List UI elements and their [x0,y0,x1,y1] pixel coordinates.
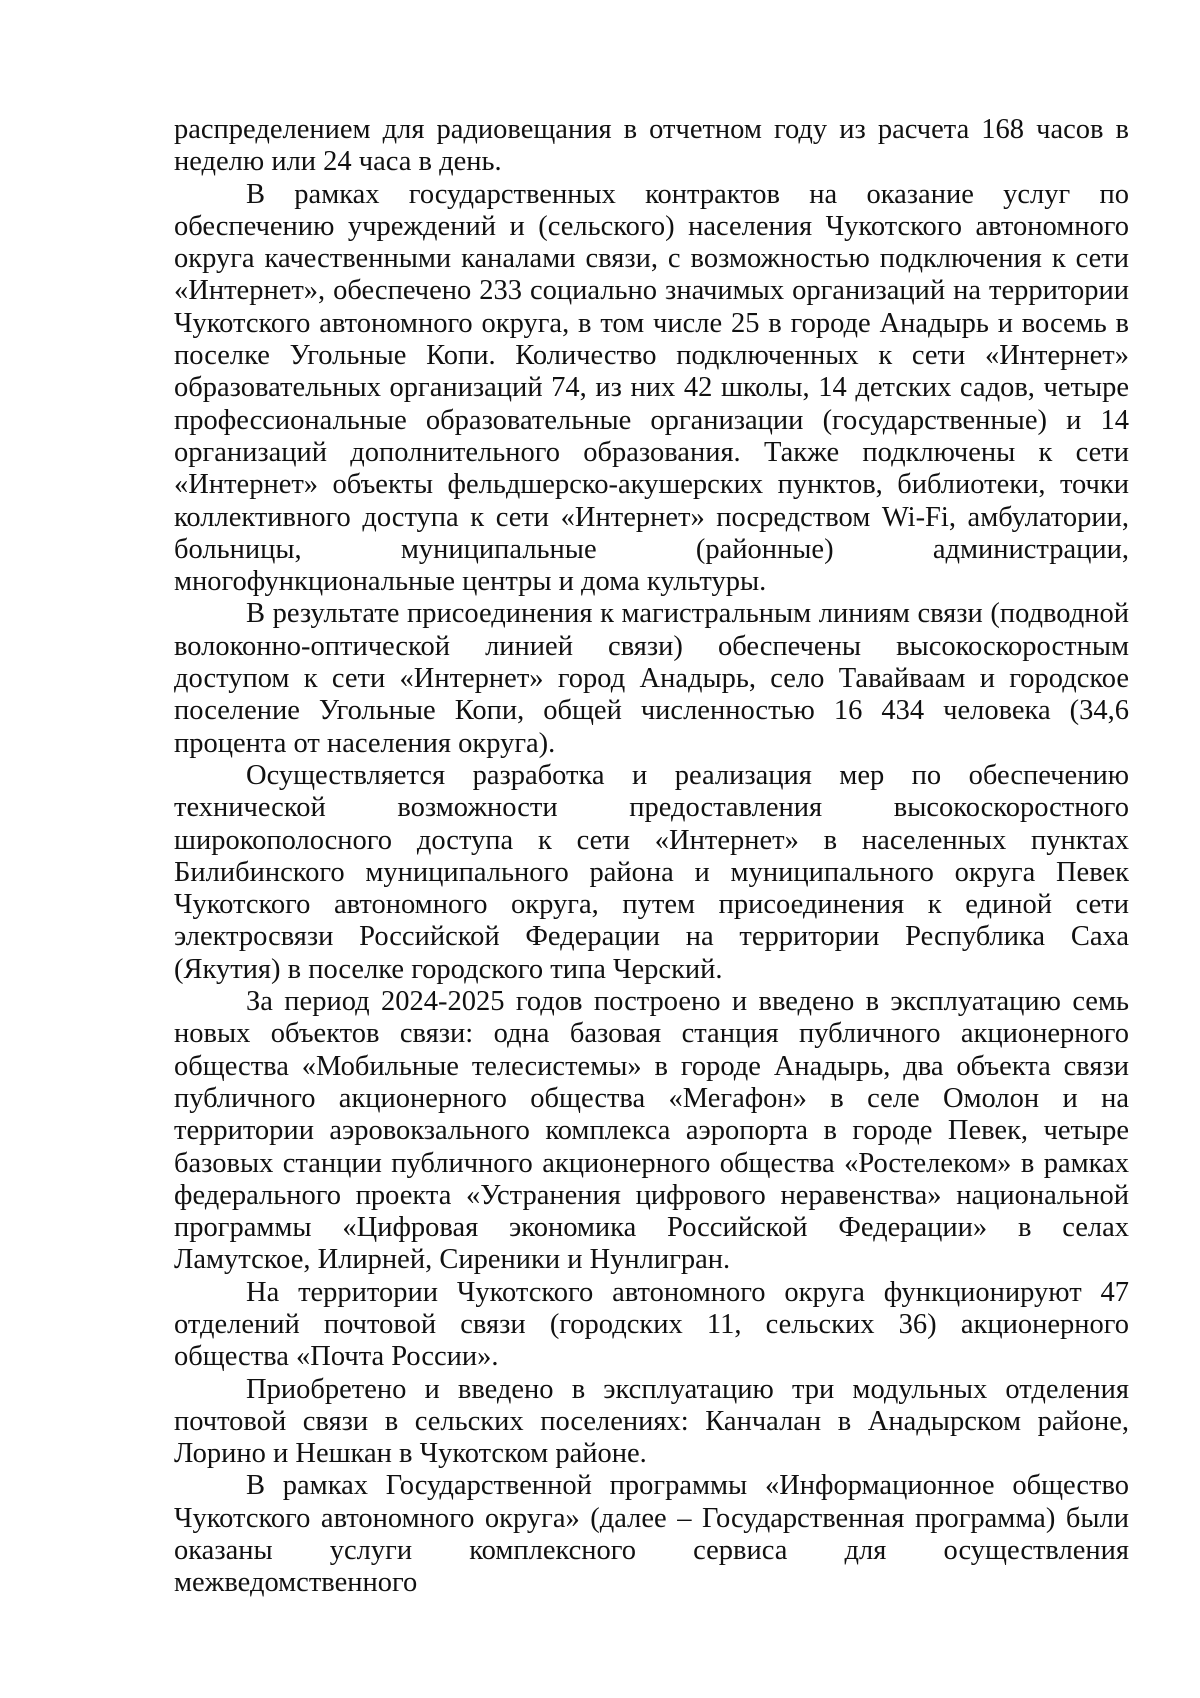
paragraph-modular-offices: Приобретено и введено в эксплуатацию три модульных отделения почтовой связи в сельских поселениях: Канчалан в Анадырском районе, Лорино и Нешкан в Чукотском районе. [174,1373,1129,1470]
paragraph-state-program: В рамках Государственной программы «Информационное общество Чукотского автономного округа» (далее – Государственная программа) были оказаны услуги комплексного сервиса для осуществления межведомственного [174,1470,1129,1599]
paragraph-trunk-lines: В результате присоединения к магистральным линиям связи (подводной волоконно-оптической линией связи) обеспечены высокоскоростным доступом к сети «Интернет» город Анадырь, село Тавайваам и городское поселение Угольные Копи, общей численностью 16 434 человека (34,6 процента от населения округа). [174,598,1129,759]
paragraph-post-offices: На территории Чукотского автономного округа функционируют 47 отделений почтовой связи (городских 11, сельских 36) акционерного общества «Почта России». [174,1276,1129,1373]
document-page [174,114,1129,1600]
paragraph-radio-broadcast: распределением для радиовещания в отчетном году из расчета 168 часов в неделю или 24 часа в день. [174,114,1129,178]
paragraph-new-facilities: За период 2024-2025 годов построено и введено в эксплуатацию семь новых объектов связи: одна базовая станция публичного акционерного общества «Мобильные телесистемы» в городе Анадырь, два объекта связи публичного акционерного общества «Мегафон» в селе Омолон и на территории аэровокзального комплекса аэропорта в городе Певек, четыре базовых станции публичного акционерного общества «Ростелеком» в рамках федерального проекта «Устранения цифрового неравенства» национальной программы «Цифровая экономика Российской Федерации» в селах Ламутское, Илирней, Сиреники и Нунлигран. [174,986,1129,1276]
paragraph-broadband-measures: Осуществляется разработка и реализация мер по обеспечению технической возможности предоставления высокоскоростного широкополосного доступа к сети «Интернет» в населенных пунктах Билибинского муниципального района и муниципального округа Певек Чукотского автономного округа, путем присоединения к единой сети электросвязи Российской Федерации на территории Республика Саха (Якутия) в поселке городского типа Черский. [174,759,1129,985]
paragraph-internet-contracts: В рамках государственных контрактов на оказание услуг по обеспечению учреждений и (сельского) населения Чукотского автономного округа качественными каналами связи, с возможностью подключения к сети «Интернет», обеспечено 233 социально значимых организаций на территории Чукотского автономного округа, в том числе 25 в городе Анадырь и восемь в поселке Угольные Копи. Количество подключенных к сети «Интернет» образовательных организаций 74, из них 42 школы, 14 детских садов, четыре профессиональные образовательные организации (государственные) и 14 организаций дополнительного образования. Также подключены к сети «Интернет» объекты фельдшерско-акушерских пунктов, библиотеки, точки коллективного доступа к сети «Интернет» посредством Wi-Fi, амбулатории, больницы, муниципальные (районные) администрации, многофункциональные центры и дома культуры. [174,178,1129,598]
